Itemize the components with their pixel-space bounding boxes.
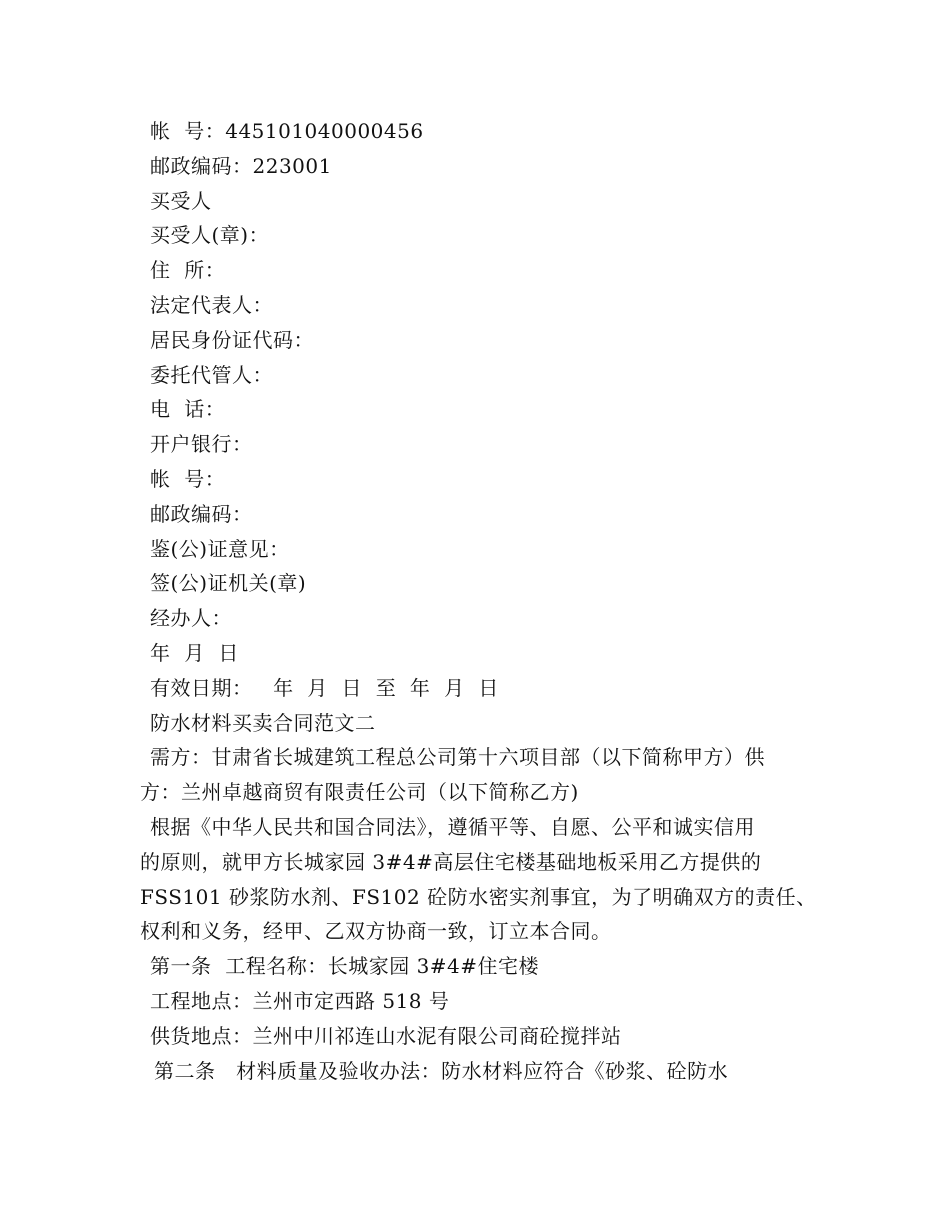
delivery-location-line: 供货地点：兰州中川祁连山水泥有限公司商砼搅拌站 (150, 1023, 622, 1048)
contract-title: 防水材料买卖合同范文二 (150, 710, 376, 735)
notary-opinion-line: 鉴(公)证意见： (150, 536, 290, 561)
legal-representative-line: 法定代表人： (150, 292, 273, 317)
account-number-line: 帐 号：445101040000456 (150, 119, 424, 143)
phone-line: 电 话： (150, 397, 226, 422)
buyer-address-line: 住 所： (150, 258, 226, 283)
buyer-seal-line: 买受人(章)： (150, 223, 270, 248)
handler-line: 经办人： (150, 606, 232, 631)
paragraph-line: 需方：甘肃省长城建筑工程总公司第十六项目部（以下简称甲方）供 (150, 745, 765, 770)
bank-line: 开户银行： (150, 432, 253, 457)
id-number-line: 居民身份证代码： (150, 327, 314, 352)
article-one-line: 第一条 工程名称：长城家园 3#4#住宅楼 (150, 954, 540, 979)
validity-period-line: 有效日期： 年 月 日 至 年 月 日 (150, 675, 499, 700)
paragraph-line: 权利和义务，经甲、乙双方协商一致，订立本合同。 (140, 919, 612, 944)
document-body (140, 114, 820, 1088)
paragraph-line: 的原则，就甲方长城家园 3#4#高层住宅楼基础地板采用乙方提供的 (140, 849, 762, 874)
buyer-postal-code-line: 邮政编码： (150, 501, 253, 526)
paragraph-line: 方：兰州卓越商贸有限责任公司（以下简称乙方) (140, 780, 579, 805)
buyer-account-line: 帐 号： (150, 466, 226, 491)
project-location-line: 工程地点：兰州市定西路 518 号 (150, 988, 450, 1013)
paragraph-line: 根据《中华人民共和国合同法》，遵循平等、自愿、公平和诚实信用 (150, 814, 755, 839)
postal-code-line: 邮政编码：223001 (150, 153, 332, 178)
date-line: 年 月 日 (150, 640, 239, 665)
notary-office-line: 签(公)证机关(章) (150, 571, 307, 596)
buyer-heading: 买受人 (150, 188, 212, 213)
agent-line: 委托代管人： (150, 362, 273, 387)
article-two-line: 第二条 材料质量及验收办法：防水材料应符合《砂浆、砼防水 (154, 1058, 729, 1083)
paragraph-line: FSS101 砂浆防水剂、FS102 砼防水密实剂事宜，为了明确双方的责任、 (140, 884, 817, 909)
